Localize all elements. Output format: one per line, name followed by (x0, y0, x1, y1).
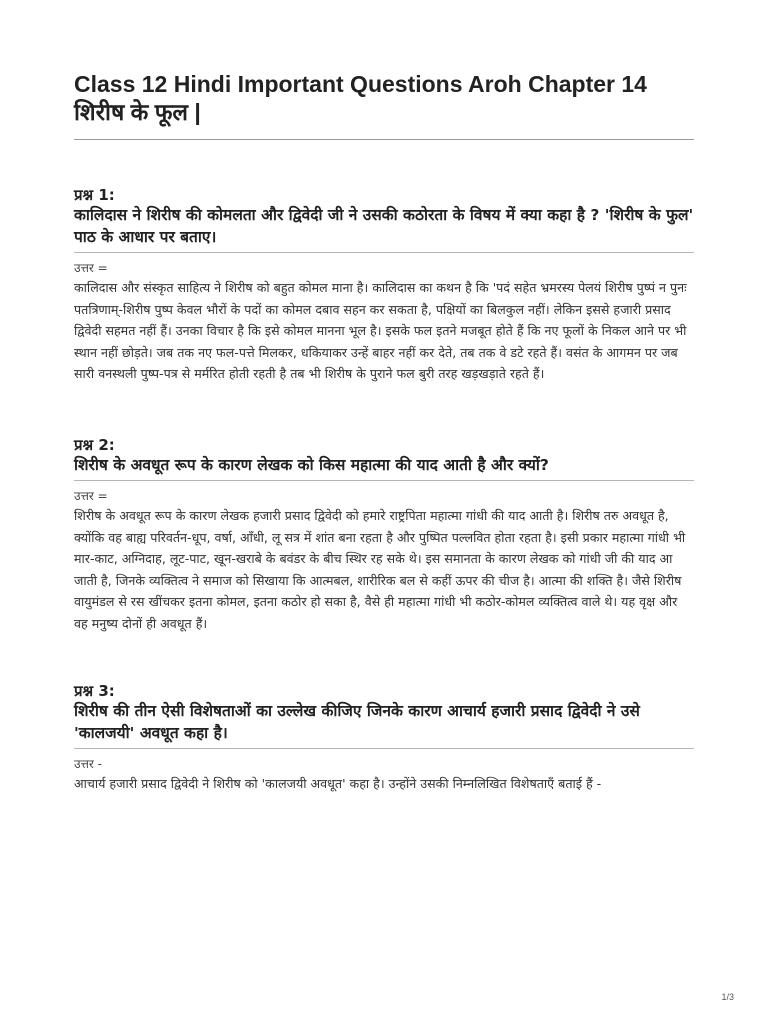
question-block-3 (74, 682, 694, 795)
question-divider (74, 480, 694, 481)
question-block-1 (74, 186, 694, 385)
title-divider (74, 139, 694, 140)
answer-text: शिरीष के अवधूत रूप के कारण लेखक हजारी प्रसाद द्विवेदी को हमारे राष्ट्रपिता महात्मा गांधी की याद आती है। शिरीष तरु अवधूत है, क्योंकि वह बाह्य परिवर्तन-धूप, वर्षा, आँधी, लू सत्र में शांत बना रहता है और पुष्पित पल्लवित होता रहता है। इसी प्रकार महात्मा गांधी भी मार-काट, अग्निदाह, लूट-पाट, खून-खराबे के बवंडर के बीच स्थिर रह सके थे। इस समानता के कारण लेखक को गांधी जी की याद आ जाती है, जिनके व्यक्तित्व ने समाज को सिखाया कि आत्मबल, शारीरिक बल से कहीं ऊपर की चीज है। आत्मा की शक्ति है। जैसे शिरीष वायुमंडल से रस खींचकर इतना कोमल, इतना कठोर हो सका है, वैसे ही महात्मा गांधी भी कठोर-कोमल व्यक्तित्व वाले थे। यह वृक्ष और वह मनुष्य दोनों ही अवधूत हैं। (74, 508, 686, 631)
question-text: कालिदास ने शिरीष की कोमलता और द्विवेदी जी ने उसकी कठोरता के विषय में क्या कहा है ? 'शिरीष के फुल' पाठ के आधार पर बताए। (74, 206, 694, 246)
question-label: प्रश्न 2: (74, 436, 115, 454)
page-number: 1/3 (721, 992, 734, 1002)
question-block-2 (74, 436, 694, 635)
answer-text: कालिदास और संस्कृत साहित्य ने शिरीष को बहुत कोमल माना है। कालिदास का कथन है कि 'पदं सहेत भ्रमरस्य पेलयं शिरीष पुष्पं न पुनः पतत्रिणाम्-शिरीष पुष्प केवल भौरों के पदों का कोमल दबाव सहन कर सकता है, पक्षियों का बिलकुल नहीं। लेकिन इससे हजारी प्रसाद द्विवेदी सहमत नहीं हैं। उनका विचार है कि इसे कोमल मानना भूल है। इसके फल इतने मजबूत होते हैं कि नए फूलों के निकल आने पर भी स्थान नहीं छोड़ते। जब तक नए फल-पत्ते मिलकर, धकियाकर उन्हें बाहर नहीं कर देते, तब तक वे डटे रहते हैं। वसंत के आगमन पर जब सारी वनस्थली पुष्प-पत्र से मर्मरित होती रहती है तब भी शिरीष के पुराने फल बुरी तरह खड़खड़ाते रहते हैं। (74, 280, 687, 382)
answer-label: उत्तर = (74, 261, 108, 275)
question-divider (74, 252, 694, 253)
answer-text: आचार्य हजारी प्रसाद द्विवेदी ने शिरीष को 'कालजयी अवधूत' कहा है। उन्होंने उसकी निम्नलिखित विशेषताएँ बताई हैं - (74, 776, 602, 791)
title-line-hindi: शिरीष के फूल | (74, 99, 201, 125)
question-label: प्रश्न 1: (74, 186, 115, 204)
answer-label: उत्तर - (74, 757, 102, 771)
title-line-english: Class 12 Hindi Important Questions Aroh Chapter 14 (74, 71, 647, 97)
question-text: शिरीष की तीन ऐसी विशेषताओं का उल्लेख कीजिए जिनके कारण आचार्य हजारी प्रसाद द्विवेदी ने उसे 'कालजयी' अवधूत कहा है। (74, 702, 640, 742)
question-divider (74, 748, 694, 749)
document-title (74, 70, 694, 126)
answer-label: उत्तर = (74, 489, 108, 503)
question-label: प्रश्न 3: (74, 682, 115, 700)
question-text: शिरीष के अवधूत रूप के कारण लेखक को किस महात्मा की याद आती है और क्यों? (74, 456, 549, 474)
